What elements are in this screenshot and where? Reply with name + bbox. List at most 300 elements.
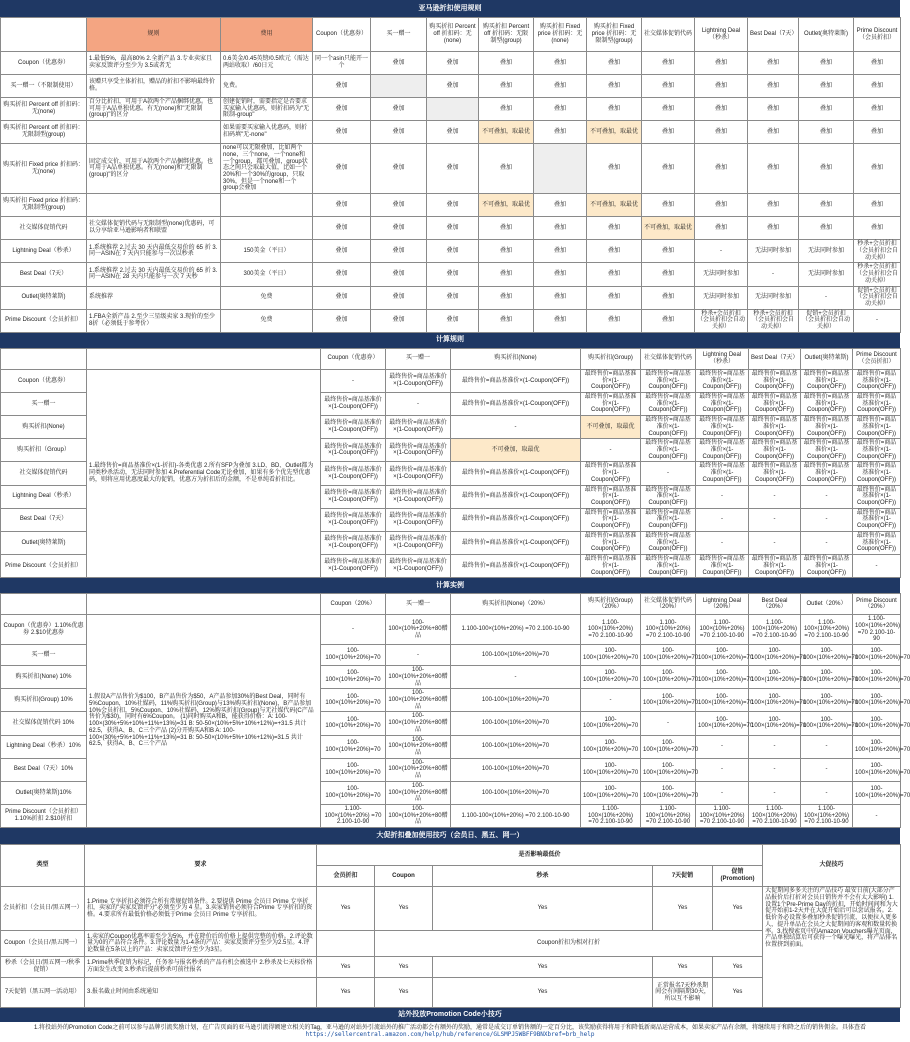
formula-cell: 最终售价=商品基准价×(1-Coupon(OFF)) <box>853 369 901 392</box>
formula-cell: 不可叠加，取最优 <box>451 439 581 462</box>
formula-cell: 最终售价=商品基准价×(1-Coupon(OFF)) <box>641 485 696 508</box>
fee-text: none可以无限叠加，比如两个none，三个none，一个none和一个group，都可叠加，group状态之间只会取最大值，比如一个20%和一个30%的group，只取30%，但是一个none和一个group会叠加 <box>221 144 313 194</box>
stack-cell: 叠加 <box>313 98 371 121</box>
promo-val: Yes <box>433 978 653 1008</box>
example-cell: - <box>801 781 853 804</box>
stack-cell: 叠加 <box>427 309 479 332</box>
col-header: Coupon（优惠券） <box>321 348 386 369</box>
type-header: 类型 <box>1 845 85 887</box>
col-header: Lightning Deal（秒杀） <box>696 348 749 369</box>
stack-cell: 叠加 <box>587 98 642 121</box>
stack-cell: 叠加 <box>748 194 799 217</box>
stack-cell: 叠加 <box>479 286 534 309</box>
stack-cell: 叠加 <box>799 194 854 217</box>
col-header: 购买折扣(None) <box>451 348 581 369</box>
example-cell: 100-100×(10%+20%)=70 <box>581 735 641 758</box>
formula-cell: - <box>581 439 641 462</box>
stack-cell: 促销+会员折扣（会员折扣会自动关掉） <box>799 309 854 332</box>
formula-cell: 最终售价=商品基准价×(1-Coupon(OFF)) <box>581 555 641 578</box>
formula-cell: 最终售价=商品基准价×(1-Coupon(OFF)) <box>386 416 451 439</box>
formula-cell: - <box>696 485 749 508</box>
stack-cell: 促销+会员折扣（会员折扣会自动关掉） <box>854 286 901 309</box>
stack-cell: 叠加 <box>479 52 534 75</box>
stack-cell: 叠加 <box>587 240 642 263</box>
stack-cell: 叠加 <box>642 144 695 194</box>
stack-cell: 叠加 <box>313 309 371 332</box>
stack-cell: 叠加 <box>479 98 534 121</box>
example-cell: 100-100×(10%+20%)=70 <box>696 689 749 712</box>
formula-cell: 最终售价=商品基准价×(1-Coupon(OFF)) <box>451 392 581 415</box>
formula-cell: - <box>801 485 853 508</box>
stack-cell: 秒杀+会员折扣（会员折扣会自动关掉） <box>695 309 748 332</box>
corner-cell <box>1 18 87 52</box>
example-cell: 100-100×(10%+20%)=70 <box>801 645 853 666</box>
row-label: Prime Discount（会员折扣） <box>1 555 87 578</box>
calc-rules-table <box>0 348 901 578</box>
row-label: Outlet(奥特莱斯) <box>1 531 87 554</box>
col-header: 购买折扣 Fixed price 折扣码：无(none) <box>534 18 587 52</box>
rule-text: 1.系统推荐 2.过去 30 天内最低交易价的 65 折 3.同一ASIN在 28 天内只能参与一次 7 天秒 <box>87 263 221 286</box>
row-label: Coupon（优惠券） <box>1 369 87 392</box>
row-label: Prime Discount（会员折扣）1.10%折扣 2.$10折扣 <box>1 805 87 828</box>
stack-cell: 叠加 <box>371 144 427 194</box>
stack-cell: 叠加 <box>854 217 901 240</box>
formula-cell: 最终售价=商品基准价×(1-Coupon(OFF)) <box>801 555 853 578</box>
formula-cell: 最终售价=商品基准价×(1-Coupon(OFF)) <box>749 439 801 462</box>
col-header: 社交媒体促销代码 <box>642 18 695 52</box>
corner-cell <box>1 348 87 369</box>
formula-cell: 最终售价=商品基准价×(1-Coupon(OFF)) <box>749 369 801 392</box>
formula-cell: 最终售价=商品基准价×(1-Coupon(OFF)) <box>581 485 641 508</box>
example-cell: 100-100×(10%+20%)=70 <box>853 781 901 804</box>
example-cell: - <box>581 689 641 712</box>
stack-cell: 不可叠加，取最优 <box>479 194 534 217</box>
example-cell: 1.100-100×(10%+20%) =70 2.100-10-90 <box>321 805 386 828</box>
stack-cell: 叠加 <box>479 263 534 286</box>
formula-cell: - <box>321 369 386 392</box>
rules-table <box>0 17 901 333</box>
promo-req: 3.报名截止时间由系统通知 <box>85 978 317 1008</box>
stack-cell: 叠加 <box>479 217 534 240</box>
row-label: Outlet(奥特莱斯)10% <box>1 781 87 804</box>
stack-cell: 叠加 <box>534 98 587 121</box>
stack-cell: 叠加 <box>695 75 748 98</box>
stack-cell: 无法同时参加 <box>799 263 854 286</box>
stack-cell: 无法同时参加 <box>695 263 748 286</box>
formula-cell: 最终售价=商品基准价×(1-Coupon(OFF)) <box>641 555 696 578</box>
stack-cell: 叠加 <box>371 121 427 144</box>
col-header: 买一赠一 <box>371 18 427 52</box>
promo-val: Yes <box>653 887 713 931</box>
stack-cell: 叠加 <box>534 52 587 75</box>
promo-val: Yes <box>317 978 375 1008</box>
col-header: Outlet（20%） <box>801 594 853 615</box>
calc-row <box>1 369 901 392</box>
example-cell: 100-100×(10%+20%)=70 <box>581 781 641 804</box>
col-header: 购买折扣 Percent off 折扣码：无限制型(group) <box>479 18 534 52</box>
stack-cell: 叠加 <box>799 75 854 98</box>
stack-cell: 叠加 <box>854 144 901 194</box>
example-cell: 100-100×(10%+20%)=70 <box>801 689 853 712</box>
formula-cell: 最终售价=商品基准价×(1-Coupon(OFF)) <box>321 508 386 531</box>
stack-cell: 叠加 <box>371 194 427 217</box>
rule-text: 1.FBA全新产品 2.至少三星级卖家 3.现价的至少8折（必须低于参考价） <box>87 309 221 332</box>
formula-cell: 最终售价=商品基准价×(1-Coupon(OFF)) <box>696 416 749 439</box>
stack-cell: 叠加 <box>427 240 479 263</box>
stack-cell: 叠加 <box>479 144 534 194</box>
promo-req: 1.Prime 专享折扣必须符合所有常规促销条件。2.要提供 Prime 会员日 Prime 专享折扣，卖家的"卖家反馈评分"必须至少为 4 星。3.卖家销售必须符合Prime 专享折扣的资格。4.要求所有最低价格必须低于Prime 会员日 Prime 专享折扣。 <box>85 887 317 931</box>
example-cell: 1.100-100×(10%+20%) =70 2.100-10-90 <box>696 805 749 828</box>
stack-cell: 叠加 <box>534 194 587 217</box>
stack-cell: 叠加 <box>695 144 748 194</box>
formula-cell: 最终售价=商品基准价×(1-Coupon(OFF)) <box>321 416 386 439</box>
formula-cell: 最终售价=商品基准价×(1-Coupon(OFF)) <box>581 531 641 554</box>
example-cell: - <box>749 758 801 781</box>
example-cell: 100-100×(10%+20%)=70 <box>321 712 386 735</box>
col-header: Prime Discount（会员折扣） <box>854 18 901 52</box>
example-cell: 100-100×(10%+20%)=70 <box>853 735 901 758</box>
example-cell: 100-100×(10%+20%)=70 <box>853 712 901 735</box>
example-cell: 100-100×(10%+20%+80赠品 <box>386 805 451 828</box>
stack-cell: 叠加 <box>313 194 371 217</box>
promo-type: 会员折扣（会员日/黑五网一） <box>1 887 85 931</box>
offsite-text: 1.将投站外的Promotion Code之前可以参与品牌引流奖励计划，在广告页面的亚马逊引流得额建立相关的Tag，亚马逊的对站外引流站外的推广活动都会有额外的奖励，通常是成交订单销售额的一定百分比，该奖励获得将用于和降低新商品运营成本，如果卖家产品有余额，将继续用于和降之后的销售佣金。具体查看 <box>33 1025 867 1032</box>
row-label: 社交媒体促销代码 <box>1 217 87 240</box>
formula-cell: 最终售价=商品基准价×(1-Coupon(OFF)) <box>801 369 853 392</box>
promo-val: Yes <box>433 957 653 978</box>
stack-cell: 叠加 <box>799 98 854 121</box>
formula-cell: - <box>749 508 801 531</box>
example-cell: 100-100×(10%+20%)=70 <box>321 758 386 781</box>
stack-cell: 叠加 <box>313 286 371 309</box>
stack-cell: 叠加 <box>534 121 587 144</box>
tips-text: 大促期间多多关注的产品技巧 最安日前(大部分产品报价后打折对会员日销售并不会有太大影响) 1.设置1个Pre-Prime Day的折扣，开始时间间和为大促开始前1-2天并在大促开始后可以尝试报名。2.低价务必设置多叠加秒杀促销引流，以便拉入更多人，提升单品在会员之大促期间的客观和数量转换率。3.找搜索页中的Amazon Vouchers曝光页面，产品单独结算后可获得一个曝光曝光，将产品排名位置挤到前面。 <box>763 887 901 1008</box>
stack-cell: 叠加 <box>799 217 854 240</box>
stack-cell: 叠加 <box>748 98 799 121</box>
example-cell: 100-100×(10%+20%)=70 <box>641 666 696 689</box>
stack-cell: 叠加 <box>695 121 748 144</box>
stack-cell: 叠加 <box>371 98 427 121</box>
example-cell: - <box>696 781 749 804</box>
row-label: 买一赠一 <box>1 645 87 666</box>
stack-cell: 无法同时参加 <box>695 286 748 309</box>
example-cell: 100-100×(10%+20%)=70 <box>853 689 901 712</box>
stack-cell: 叠加 <box>587 75 642 98</box>
rule-row <box>1 98 901 121</box>
example-cell: 1.100-100×(10%+20%) =70 2.100-10-90 <box>749 615 801 645</box>
stack-cell: 叠加 <box>479 309 534 332</box>
row-label: 购买折扣(Group) 10% <box>1 689 87 712</box>
formula-cell: 最终售价=商品基准价×(1-Coupon(OFF)) <box>801 439 853 462</box>
stack-cell: 叠加 <box>748 52 799 75</box>
example-text: 1.假设A产品售价为$100，B产品售价为$50，A产品参加30%的Best Deal，同时有5%Coupon，10%社媒码，11%购买折扣(Group)与13%购买折扣(None)，B产品参加10%会员折扣，5%Coupon、10%社媒码，12%购买折扣(Group)与无社媒代码(C产品售价为$30)，同时有6%Coupon。 (1)同时购买A和B，能获得价格：A: 100-100×(30%+5%+10%+11%+13%)=31 B: 50-50×(10%+5%+10%+12%)=+31.5 共计62.5，获得A、B、C三个产品 (2)分开购买A和B A: 100-100×(30%+5%+10%+11%+13%)=31 B: 50-50×(10%+5%+10%+12%)=31.5 共计62.5，获得A、B、C三个产品 <box>87 615 321 828</box>
tips-header: 大促技巧 <box>763 845 901 887</box>
row-label: Best Deal（7天） <box>1 508 87 531</box>
rule-row <box>1 263 901 286</box>
stack-cell: 叠加 <box>854 121 901 144</box>
formula-cell: 最终售价=商品基准价×(1-Coupon(OFF)) <box>581 462 641 485</box>
stack-cell: 秒杀+会员折扣（会员折扣会自动关掉） <box>854 240 901 263</box>
example-cell: - <box>853 805 901 828</box>
stack-cell: 叠加 <box>748 144 799 194</box>
example-cell: 1.100-100×(10%+20%) =70 2.100-10-90 <box>451 805 581 828</box>
formula-cell: - <box>801 508 853 531</box>
formula-cell: 最终售价=商品基准价×(1-Coupon(OFF)) <box>696 369 749 392</box>
row-label: 社交媒体促销代码 10% <box>1 712 87 735</box>
example-cell: 100-100×(10%+20%)=70 <box>451 758 581 781</box>
row-label: Lightning Deal（秒杀） <box>1 240 87 263</box>
stack-cell: 不可叠加，取最优 <box>587 121 642 144</box>
formula-cell: 最终售价=商品基准价×(1-Coupon(OFF)) <box>321 531 386 554</box>
example-cell: 100-100×(10%+20%)=70 <box>749 645 801 666</box>
col-header: 买一赠一 <box>386 594 451 615</box>
example-cell: 1.100-100×(10%+20%) =70 2.100-10-90 <box>581 805 641 828</box>
formula-cell: 最终售价=商品基准价×(1-Coupon(OFF)) <box>696 392 749 415</box>
example-cell: 1.100-100×(10%+20%) =70 2.100-10-90 <box>749 805 801 828</box>
rule-row <box>1 286 901 309</box>
stack-cell: 不可叠加，取最优 <box>642 217 695 240</box>
subcol-header: 7天促销 <box>653 866 713 887</box>
calc-examples-table <box>0 593 910 828</box>
section-title-promo-tips: 大促折扣叠加使用技巧（会员日、黑五、网一） <box>0 828 900 844</box>
row-label: 购买折扣（Group） <box>1 439 87 462</box>
formula-cell: 最终售价=商品基准价×(1-Coupon(OFF)) <box>641 416 696 439</box>
col-header: 购买折扣(Group)（20%） <box>581 594 641 615</box>
formula-cell: 最终售价=商品基准价×(1-Coupon(OFF)) <box>853 485 901 508</box>
example-cell: 100-100×(10%+20%)=70 <box>321 689 386 712</box>
promo-row <box>1 887 901 931</box>
formula-cell: 最终售价=商品基准价×(1-Coupon(OFF)) <box>321 392 386 415</box>
rule-text <box>87 121 221 144</box>
formula-cell: 最终售价=商品基准价×(1-Coupon(OFF)) <box>696 555 749 578</box>
example-cell: - <box>749 735 801 758</box>
formula-cell: 最终售价=商品基准价×(1-Coupon(OFF)) <box>696 439 749 462</box>
stack-cell: 无法同时参加 <box>799 240 854 263</box>
formula-cell: 最终售价=商品基准价×(1-Coupon(OFF)) <box>321 462 386 485</box>
example-cell: 100-100×(10%+20%)=70 <box>581 758 641 781</box>
col-header: 购买折扣(None)（20%） <box>451 594 581 615</box>
stack-cell: 叠加 <box>479 75 534 98</box>
example-cell: 100-100×(10%+20%+80赠品 <box>386 758 451 781</box>
stack-cell: 叠加 <box>371 217 427 240</box>
stack-cell: 叠加 <box>313 144 371 194</box>
example-cell: 100-100×(10%+20%)=70 <box>641 645 696 666</box>
col-header: Lightning Deal（秒杀） <box>695 18 748 52</box>
example-cell: 100-100×(10%+20%)=70 <box>801 666 853 689</box>
example-cell: 1.100-100×(10%+20%) =70 2.100-10-90 <box>696 615 749 645</box>
stack-cell: 叠加 <box>642 309 695 332</box>
stack-cell: 叠加 <box>854 52 901 75</box>
example-cell: 100-100×(10%+20%+80赠品 <box>386 735 451 758</box>
example-cell: - <box>801 735 853 758</box>
example-cell: 100-100×(10%+20%+80赠品 <box>386 781 451 804</box>
stack-cell: - <box>748 263 799 286</box>
stack-cell: 叠加 <box>371 309 427 332</box>
row-label: 购买折扣(None) <box>1 416 87 439</box>
formula-cell: - <box>696 508 749 531</box>
formula-cell: - <box>801 531 853 554</box>
example-cell: 100-100×(10%+20%)=70 <box>696 712 749 735</box>
stack-cell: 叠加 <box>642 52 695 75</box>
stack-cell: 叠加 <box>534 286 587 309</box>
formula-cell: 最终售价=商品基准价×(1-Coupon(OFF)) <box>386 462 451 485</box>
section-title-calc-examples: 计算实例 <box>0 578 900 593</box>
rule-text: 1.最低5%，最高80% 2.全新产品 3.专业卖家且卖家反馈评分至少为 3.5或者无 <box>87 52 221 75</box>
formula-cell: - <box>853 555 901 578</box>
stack-cell: - <box>854 309 901 332</box>
example-cell: 100-100×(10%+20%)=70 <box>749 689 801 712</box>
rule-text <box>87 194 221 217</box>
example-cell: 1.100-100×(10%+20%) =70 2.100-10-90 <box>581 615 641 645</box>
col-header: Coupon（20%） <box>321 594 386 615</box>
example-cell: 100-100×(10%+20%+80赠品 <box>386 689 451 712</box>
example-cell: 100-100×(10%+20%)=70 <box>451 712 581 735</box>
formula-cell: 最终售价=商品基准价×(1-Coupon(OFF)) <box>581 369 641 392</box>
fee-text <box>221 217 313 240</box>
example-cell: 100-100×(10%+20%)=70 <box>641 758 696 781</box>
row-label: 购买折扣 Percent off 折扣码：无(none) <box>1 98 87 121</box>
stack-cell: 叠加 <box>371 52 427 75</box>
stack-cell: 叠加 <box>854 194 901 217</box>
stack-cell: 无法同时参加 <box>748 286 799 309</box>
stack-cell <box>427 98 479 121</box>
stack-cell: 叠加 <box>534 240 587 263</box>
example-cell: - <box>749 781 801 804</box>
req-header: 要求 <box>85 845 317 887</box>
col-header: 购买折扣 Percent off 折扣码：无(none) <box>427 18 479 52</box>
subcol-header: Coupon <box>375 866 433 887</box>
example-cell: 100-100×(10%+20%)=70 <box>321 781 386 804</box>
promo-type: 7天促销（黑五网一活动用） <box>1 978 85 1008</box>
example-cell: 100-100×(10%+20%)=70 <box>581 712 641 735</box>
example-cell: 100-100×(10%+20%+80赠品 <box>386 615 451 645</box>
example-cell: 100-100×(10%+20%)=70 <box>451 645 581 666</box>
stack-cell: 叠加 <box>313 217 371 240</box>
col-header: Outlet(奥特莱斯) <box>799 18 854 52</box>
rule-row <box>1 217 901 240</box>
stack-cell: 叠加 <box>587 309 642 332</box>
fee-text: 免费。 <box>221 75 313 98</box>
stack-cell: 叠加 <box>854 75 901 98</box>
section-title-calc-rules: 计算规则 <box>0 333 900 348</box>
formula-cell: 最终售价=商品基准价×(1-Coupon(OFF)) <box>451 485 581 508</box>
fee-text: 0.6美金/0.45英镑/0.5欧元（需达两站收取）/60日元 <box>221 52 313 75</box>
promo-val: Yes <box>375 978 433 1008</box>
formula-cell: 最终售价=商品基准价×(1-Coupon(OFF)) <box>581 508 641 531</box>
offsite-note <box>0 1022 900 1041</box>
stack-cell: 叠加 <box>313 240 371 263</box>
formula-cell: 最终售价=商品基准价×(1-Coupon(OFF)) <box>386 508 451 531</box>
promo-val: Yes <box>653 957 713 978</box>
stack-cell: 叠加 <box>642 194 695 217</box>
stack-cell: 叠加 <box>695 98 748 121</box>
promo-val: Yes <box>375 887 433 931</box>
formula-cell: 最终售价=商品基准价×(1-Coupon(OFF)) <box>386 439 451 462</box>
example-cell: - <box>451 666 581 689</box>
fee-text: 创建促销时，需要指定是否要求买家输入优惠码，则折扣码为"无限制-group" <box>221 98 313 121</box>
stack-cell: 叠加 <box>587 286 642 309</box>
stack-cell: 叠加 <box>642 263 695 286</box>
example-cell: - <box>321 615 386 645</box>
rule-row <box>1 194 901 217</box>
formula-cell: 最终售价=商品基准价×(1-Coupon(OFF)) <box>853 462 901 485</box>
row-label: 买一赠一（不限制使用） <box>1 75 87 98</box>
fee-text: 300美金（平日） <box>221 263 313 286</box>
promo-val: Yes <box>375 957 433 978</box>
stack-cell: 叠加 <box>313 121 371 144</box>
stack-cell: 叠加 <box>642 75 695 98</box>
row-label: Best Deal（7天） <box>1 263 87 286</box>
formula-cell: 最终售价=商品基准价×(1-Coupon(OFF)) <box>321 485 386 508</box>
col-header: 购买折扣(Group) <box>581 348 641 369</box>
formula-cell: - <box>451 416 581 439</box>
formula-cell: 最终售价=商品基准价×(1-Coupon(OFF)) <box>749 392 801 415</box>
example-cell: 100-100×(10%+20%+80赠品 <box>386 712 451 735</box>
row-label: 购买折扣 Fixed price 折扣码：无(none) <box>1 144 87 194</box>
formula-cell: - <box>696 531 749 554</box>
stack-cell: 叠加 <box>479 240 534 263</box>
stack-cell: 叠加 <box>427 52 479 75</box>
example-cell: 100-100×(10%+20%)=70 <box>641 735 696 758</box>
help-link[interactable]: https://sellercentral.amazon.com/help/hub/reference/GLSMPJ5WBFF9BNXbref=brb_help <box>305 1030 595 1038</box>
stack-cell <box>371 75 427 98</box>
promo-tips-table <box>0 844 901 1008</box>
formula-cell: 最终售价=商品基准价×(1-Coupon(OFF)) <box>386 369 451 392</box>
example-cell: 100-100×(10%+20%)=70 <box>321 645 386 666</box>
blank-cell <box>87 348 321 369</box>
best-price-header: 是否影响最低价 <box>317 845 763 866</box>
example-cell: 1.100-100×(10%+20%) =70 2.100-10-90 <box>451 615 581 645</box>
formula-cell: 最终售价=商品基准价×(1-Coupon(OFF)) <box>853 508 901 531</box>
formula-cell: 最终售价=商品基准价×(1-Coupon(OFF)) <box>853 531 901 554</box>
promo-req: 1.Prime秋季促销为标记，任务参与报名秒杀的产品有机会被选中 2.秒杀及七天标价格方面发生改变 3.秒杀后提前秒杀可前往报名 <box>85 957 317 978</box>
col-header: 买一赠一 <box>386 348 451 369</box>
stack-cell: 叠加 <box>587 144 642 194</box>
example-cell: 100-100×(10%+20%)=70 <box>451 781 581 804</box>
stack-cell: 叠加 <box>695 52 748 75</box>
example-cell: - <box>801 758 853 781</box>
row-label: Outlet(奥特莱斯) <box>1 286 87 309</box>
example-cell: - <box>696 758 749 781</box>
promo-val: Yes <box>433 887 653 931</box>
promo-val: Yes <box>713 978 763 1008</box>
subcol-header: 促销(Promotion) <box>713 866 763 887</box>
stack-cell: 叠加 <box>313 263 371 286</box>
col-header: Prime Discount（20%） <box>853 594 901 615</box>
formula-cell: 最终售价=商品基准价×(1-Coupon(OFF)) <box>451 508 581 531</box>
promo-val: 正常报名7天秒杀期间会有间隔期30天，所以互不影响 <box>653 978 713 1008</box>
example-cell: 100-100×(10%+20%)=70 <box>801 712 853 735</box>
stack-cell: 叠加 <box>642 121 695 144</box>
stack-cell: 叠加 <box>427 144 479 194</box>
stack-cell: 叠加 <box>642 240 695 263</box>
stack-cell: 叠加 <box>642 98 695 121</box>
formula-cell: 最终售价=商品基准价×(1-Coupon(OFF)) <box>451 369 581 392</box>
stack-cell: 叠加 <box>427 194 479 217</box>
stack-cell: 叠加 <box>799 52 854 75</box>
stack-cell: 叠加 <box>534 309 587 332</box>
example-cell: 100-100×(10%+20%+80赠品 <box>386 666 451 689</box>
formula-cell: 最终售价=商品基准价×(1-Coupon(OFF)) <box>749 555 801 578</box>
stack-cell: 叠加 <box>427 286 479 309</box>
formula-cell: 最终售价=商品基准价×(1-Coupon(OFF)) <box>853 416 901 439</box>
row-label: Prime Discount（会员折扣） <box>1 309 87 332</box>
example-cell: 100-100×(10%+20%)=70 <box>641 781 696 804</box>
rule-row <box>1 121 901 144</box>
stack-cell: 叠加 <box>854 98 901 121</box>
formula-cell: 最终售价=商品基准价×(1-Coupon(OFF)) <box>853 392 901 415</box>
promo-val <box>317 931 375 957</box>
